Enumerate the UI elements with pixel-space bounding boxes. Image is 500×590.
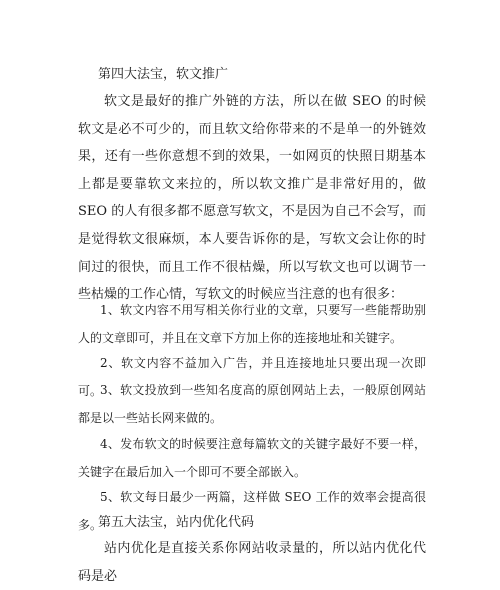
list-item-1: 1、软文内容不用写相关你行业的文章，只要写一些能帮助别人的文章即可，并且在文章下方加上你的连接地址和关键字。 <box>78 303 426 345</box>
body-paragraph: 软文是最好的推广外链的方法，所以在做 SEO 的时候软文是必不可少的，而且软文给你带来的不是单一的外链效果，还有一些你意想不到的效果，一如网页的快照日期基本上都是要靠软文来拉的，所以软文推广是非常好用的，做 SEO 的人有很多都不愿意写软文，不是因为自己不会写，而是觉得软文很麻烦，本人要告诉你的是，写软文会让你的时间过的很快，而且工作不很枯燥，所以写软文也可以调节一些枯燥的工作心情，写软文的时候应当注意的也有很多： <box>78 94 426 303</box>
body-paragraph-2: 站内优化是直接关系你网站收录量的，所以站内优化代码是必 <box>78 541 426 584</box>
list-item-2: 2、软文内容不益加入广告，并且连接地址只要出现一次即可。 <box>78 356 426 398</box>
section-heading-4: 第四大法宝，软文推广 <box>98 67 229 82</box>
section-heading-5: 第五大法宝，站内优化代码 <box>98 515 255 530</box>
list-item-4: 4、发布软文的时候要注意每篇软文的关键字最好不要一样，关键字在最后加入一个即可不要全部嵌入。 <box>78 437 426 479</box>
list-item-5: 5、软文每日最少一两篇，这样做 SEO 工作的效率会提高很多。 <box>78 490 426 532</box>
list-item-3: 3、软文投放到一些知名度高的原创网站上去，一般原创网站都是以一些站长网来做的。 <box>78 383 426 425</box>
